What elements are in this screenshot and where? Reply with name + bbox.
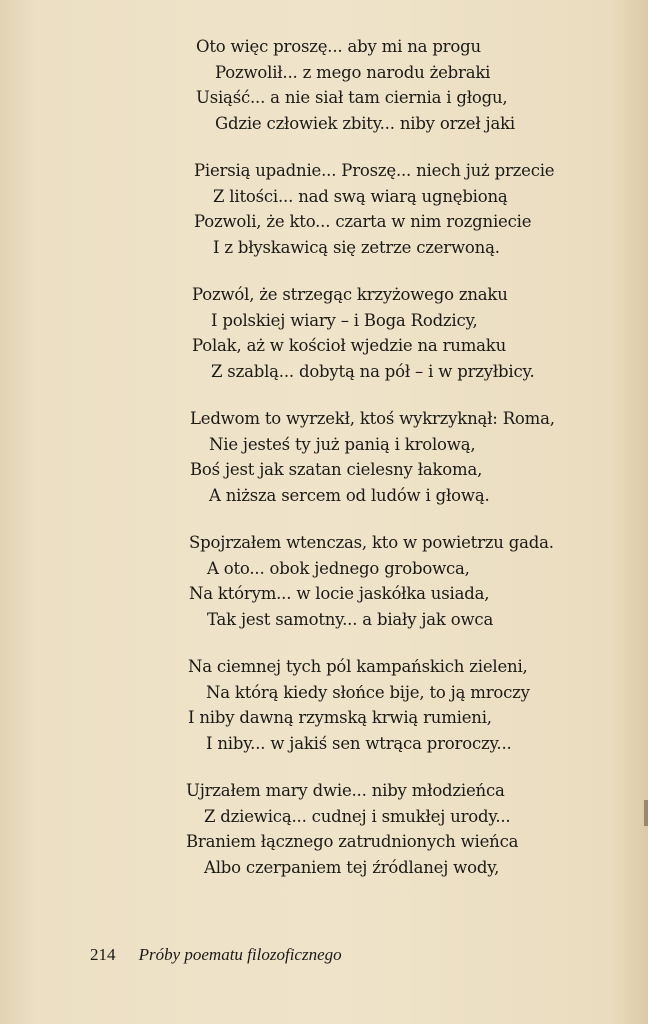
poem-line: I polskiej wiary – i Boga Rodzicy,: [211, 310, 478, 330]
poem-line: Ujrzałem mary dwie... niby młodzieńca: [186, 781, 505, 800]
poem-line: Albo czerpaniem tej źródlanej wody,: [204, 857, 500, 877]
page-footer: [90, 945, 342, 965]
poem-line: Piersią upadnie... Proszę... niech już przecie: [194, 161, 555, 180]
poem-line: Pozwolił... z mego narodu żebraki: [215, 62, 491, 82]
stanza: [0, 778, 648, 880]
running-title: Próby poematu filozoficznego: [138, 945, 342, 964]
poem-line: Nie jesteś ty już panią i krolową,: [209, 434, 476, 454]
poem-line: I niby dawną rzymską krwią rumieni,: [188, 708, 492, 727]
poem-line: Gdzie człowiek zbity... niby orzeł jaki: [215, 113, 515, 133]
page-number: 214: [90, 945, 116, 964]
poem-line: A oto... obok jednego grobowca,: [207, 558, 470, 578]
poem-line: Na ciemnej tych pól kampańskich zieleni,: [188, 657, 528, 676]
poem-line: I z błyskawicą się zetrze czerwoną.: [213, 237, 500, 257]
poem-line: Pozwól, że strzegąc krzyżowego znaku: [192, 285, 508, 304]
stanza: [0, 282, 648, 384]
poem-line: Z szablą... dobytą na pół – i w przyłbicy.: [211, 361, 535, 381]
poem-line: Na którym... w locie jaskółka usiada,: [189, 584, 490, 603]
poem-line: Pozwoli, że kto... czarta w nim rozgniecie: [194, 212, 532, 231]
poem-line: Z dziewicą... cudnej i smukłej urody...: [204, 806, 511, 826]
poem-body: [0, 34, 648, 902]
poem-line: I niby... w jakiś sen wtrąca proroczy...: [206, 733, 512, 753]
poem-line: Na którą kiedy słońce bije, to ją mroczy: [206, 682, 530, 702]
poem-line: A niższa sercem od ludów i głową.: [209, 485, 490, 505]
poem-line: Spojrzałem wtenczas, kto w powietrzu gada.: [189, 533, 554, 552]
page-edge-mark: [644, 800, 648, 826]
stanza: [0, 34, 648, 136]
poem-line: Usiąść... a nie siał tam ciernia i głogu,: [196, 88, 508, 107]
poem-line: Boś jest jak szatan cielesny łakoma,: [190, 460, 483, 479]
stanza: [0, 158, 648, 260]
poem-line: Tak jest samotny... a biały jak owca: [207, 609, 494, 629]
stanza: [0, 530, 648, 632]
stanza: [0, 654, 648, 756]
poem-line: Oto więc proszę... aby mi na progu: [196, 37, 481, 56]
stanza: [0, 406, 648, 508]
poem-line: Z litości... nad swą wiarą ugnębioną: [213, 186, 508, 206]
poem-line: Braniem łącznego zatrudnionych wieńca: [186, 832, 519, 851]
poem-line: Ledwom to wyrzekł, ktoś wykrzyknął: Roma,: [190, 409, 555, 428]
poem-line: Polak, aż w kościoł wjedzie na rumaku: [192, 336, 507, 355]
